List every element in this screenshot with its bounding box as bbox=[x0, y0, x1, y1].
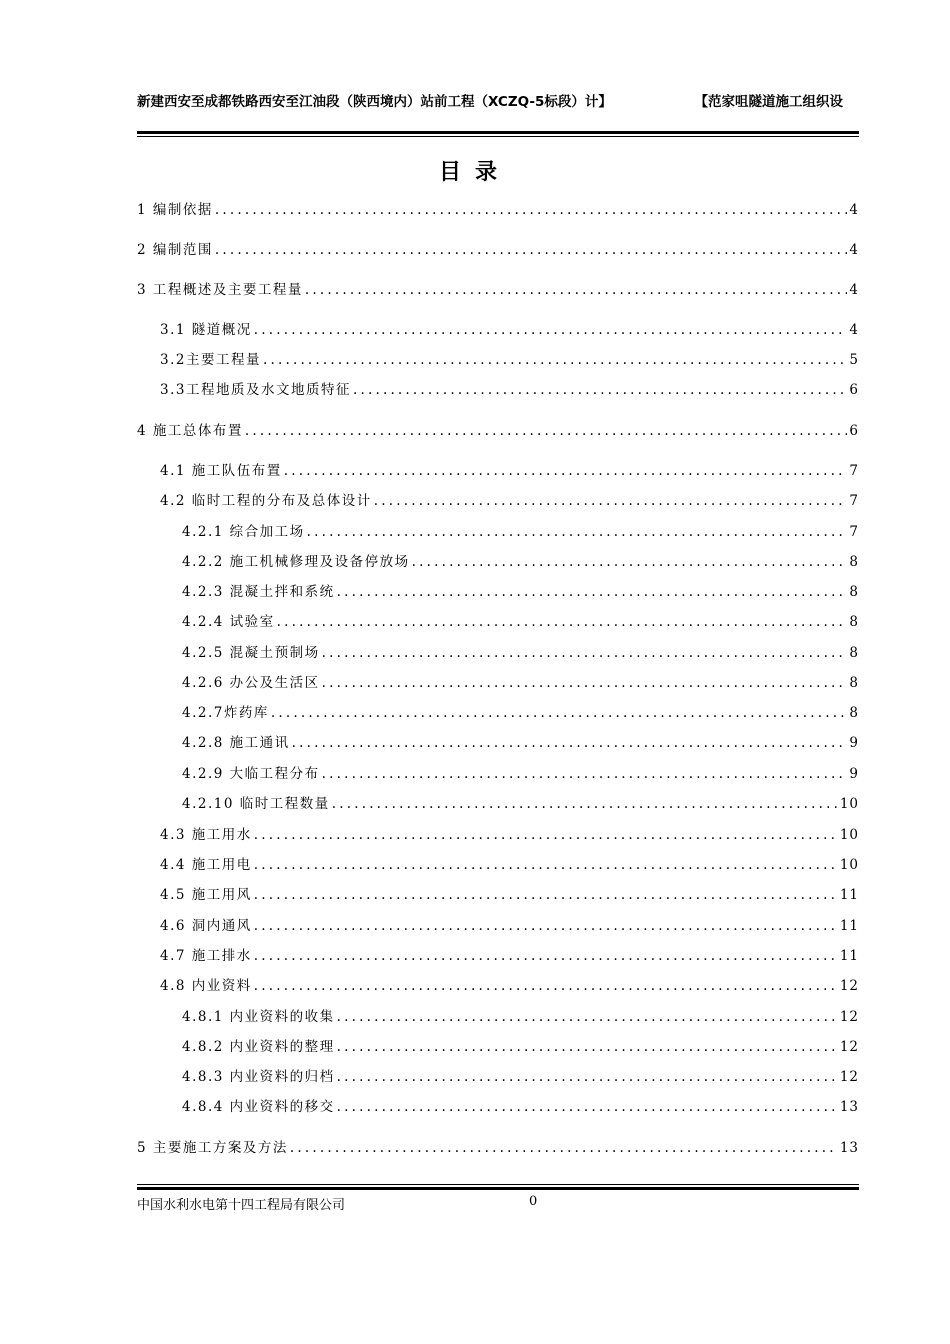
toc-entry-label: 4.2.6 办公及生活区 bbox=[182, 675, 320, 691]
toc-entry-page: 11 bbox=[839, 887, 859, 903]
toc-entry-label: 3.3工程地质及水文地质特征 bbox=[160, 382, 351, 398]
toc-entry[interactable] bbox=[137, 280, 859, 300]
toc-entry-label: 4.6 洞内通风 bbox=[160, 918, 252, 934]
toc-leader-dots bbox=[337, 1097, 838, 1117]
toc-leader-dots bbox=[290, 1138, 838, 1158]
toc-entry[interactable] bbox=[182, 643, 859, 663]
toc-leader-dots bbox=[277, 612, 848, 632]
toc-entry[interactable] bbox=[160, 491, 859, 511]
toc-entry-label: 4.3 施工用水 bbox=[160, 827, 252, 843]
toc-entry-page: 7 bbox=[849, 524, 859, 540]
toc-entry[interactable] bbox=[182, 612, 859, 632]
toc-entry-label: 1 编制依据 bbox=[137, 202, 213, 218]
toc-leader-dots bbox=[284, 461, 848, 481]
toc-entry-label: 4.2.10 临时工程数量 bbox=[182, 796, 330, 812]
toc-entry-page: 10 bbox=[839, 796, 859, 812]
toc-leader-dots bbox=[374, 491, 848, 511]
toc-entry[interactable] bbox=[160, 350, 859, 370]
toc-entry[interactable] bbox=[137, 200, 859, 220]
toc-entry-page: 12 bbox=[839, 1069, 859, 1085]
header-rule-thick bbox=[137, 131, 859, 134]
toc-leader-dots bbox=[337, 1067, 838, 1087]
toc-leader-dots bbox=[307, 522, 848, 542]
toc-leader-dots bbox=[305, 280, 848, 300]
toc-entry-label: 4.2.7炸药库 bbox=[182, 705, 269, 721]
toc-entry[interactable] bbox=[160, 320, 859, 340]
toc-leader-dots bbox=[254, 825, 838, 845]
toc-entry-label: 4.8.4 内业资料的移交 bbox=[182, 1099, 335, 1115]
toc-entry[interactable] bbox=[160, 885, 859, 905]
toc-leader-dots bbox=[322, 673, 848, 693]
header-project-title: 新建西安至成都铁路西安至江油段（陕西境内）站前工程（XCZQ-5标段）计】 bbox=[137, 94, 612, 110]
toc-leader-dots bbox=[254, 885, 838, 905]
toc-leader-dots bbox=[263, 350, 847, 370]
toc-leader-dots bbox=[215, 200, 848, 220]
toc-leader-dots bbox=[245, 421, 848, 441]
toc-entry-page: 12 bbox=[839, 1009, 859, 1025]
toc-entry-page: 7 bbox=[849, 493, 859, 509]
toc-leader-dots bbox=[322, 764, 848, 784]
toc-entry-label: 3 工程概述及主要工程量 bbox=[137, 282, 303, 298]
toc-entry-page: 8 bbox=[849, 705, 859, 721]
footer-rule-thick bbox=[137, 1187, 859, 1190]
toc-leader-dots bbox=[215, 240, 848, 260]
toc-entry-label: 5 主要施工方案及方法 bbox=[137, 1140, 288, 1156]
toc-entry-page: 10 bbox=[839, 827, 859, 843]
toc-leader-dots bbox=[332, 794, 838, 814]
toc-entry-page: 10 bbox=[839, 857, 859, 873]
toc-entry[interactable] bbox=[182, 733, 859, 753]
toc-entry-page: 5 bbox=[849, 352, 859, 368]
toc-entry-label: 2 编制范围 bbox=[137, 242, 213, 258]
toc-entry-page: 11 bbox=[839, 948, 859, 964]
toc-entry-label: 4.2.5 混凝土预制场 bbox=[182, 645, 320, 661]
toc-entry-page: 9 bbox=[849, 766, 859, 782]
toc-entry[interactable] bbox=[182, 764, 859, 784]
toc-entry-label: 4.7 施工排水 bbox=[160, 948, 252, 964]
toc-entry-label: 3.1 隧道概况 bbox=[160, 322, 252, 338]
toc-entry-label: 4.1 施工队伍布置 bbox=[160, 463, 282, 479]
toc-entry-label: 4.8 内业资料 bbox=[160, 978, 252, 994]
toc-entry-page: 9 bbox=[849, 735, 859, 751]
toc-entry-page: 8 bbox=[849, 614, 859, 630]
toc-entry-page: 4 bbox=[849, 282, 859, 298]
toc-entry-page: 13 bbox=[839, 1140, 859, 1156]
toc-entry[interactable] bbox=[182, 794, 859, 814]
toc-entry-label: 3.2主要工程量 bbox=[160, 352, 261, 368]
toc-entry[interactable] bbox=[182, 522, 859, 542]
toc-leader-dots bbox=[254, 320, 848, 340]
toc-entry-page: 6 bbox=[849, 423, 859, 439]
toc-entry[interactable] bbox=[160, 380, 859, 400]
toc-entry-page: 12 bbox=[839, 978, 859, 994]
toc-entry[interactable] bbox=[182, 582, 859, 602]
page-title: 目录 bbox=[438, 160, 511, 185]
toc-leader-dots bbox=[254, 916, 838, 936]
toc-entry[interactable] bbox=[182, 1007, 859, 1027]
toc-entry-page: 8 bbox=[849, 584, 859, 600]
toc-entry-page: 8 bbox=[849, 645, 859, 661]
toc-leader-dots bbox=[254, 946, 838, 966]
header-document-title: 【范家咀隧道施工组织设 bbox=[694, 94, 843, 110]
toc-leader-dots bbox=[322, 643, 848, 663]
toc-leader-dots bbox=[412, 552, 848, 572]
toc-entry-page: 13 bbox=[839, 1099, 859, 1115]
toc-entry-label: 4.2.2 施工机械修理及设备停放场 bbox=[182, 554, 410, 570]
toc-entry-page: 6 bbox=[849, 382, 859, 398]
toc-leader-dots bbox=[337, 1007, 838, 1027]
toc-entry[interactable] bbox=[182, 673, 859, 693]
toc-entry-label: 4 施工总体布置 bbox=[137, 423, 243, 439]
toc-leader-dots bbox=[254, 855, 838, 875]
header-rule-thin bbox=[137, 136, 859, 137]
toc-entry[interactable] bbox=[137, 1138, 859, 1158]
toc-entry-label: 4.2.4 试验室 bbox=[182, 614, 275, 630]
toc-entry-label: 4.4 施工用电 bbox=[160, 857, 252, 873]
toc-entry[interactable] bbox=[160, 916, 859, 936]
toc-entry[interactable] bbox=[182, 552, 859, 572]
toc-entry[interactable] bbox=[160, 946, 859, 966]
toc-leader-dots bbox=[353, 380, 847, 400]
toc-leader-dots bbox=[271, 703, 848, 723]
toc-entry[interactable] bbox=[137, 421, 859, 441]
toc-entry[interactable] bbox=[160, 976, 859, 996]
toc-entry-label: 4.2.1 综合加工场 bbox=[182, 524, 305, 540]
toc-entry-page: 8 bbox=[849, 554, 859, 570]
toc-entry[interactable] bbox=[160, 461, 859, 481]
toc-entry-label: 4.2 临时工程的分布及总体设计 bbox=[160, 493, 372, 509]
footer-rule-thin bbox=[137, 1184, 859, 1185]
footer-company-name: 中国水利水电第十四工程局有限公司 bbox=[137, 1198, 346, 1213]
toc-entry-label: 4.5 施工用风 bbox=[160, 887, 252, 903]
toc-entry-page: 7 bbox=[849, 463, 859, 479]
page-footer bbox=[137, 1194, 859, 1214]
toc-entry-page: 8 bbox=[849, 675, 859, 691]
toc-entry-label: 4.2.3 混凝土拌和系统 bbox=[182, 584, 335, 600]
footer-page-number: 0 bbox=[529, 1194, 538, 1209]
toc-entry[interactable] bbox=[160, 825, 859, 845]
toc-entry-page: 12 bbox=[839, 1039, 859, 1055]
toc-entry[interactable] bbox=[182, 703, 859, 723]
toc-entry-page: 4 bbox=[849, 202, 859, 218]
toc-entry-label: 4.8.1 内业资料的收集 bbox=[182, 1009, 335, 1025]
toc-leader-dots bbox=[337, 1037, 838, 1057]
toc-entry[interactable] bbox=[182, 1097, 859, 1117]
toc-entry[interactable] bbox=[160, 855, 859, 875]
toc-entry-label: 4.2.8 施工通讯 bbox=[182, 735, 290, 751]
toc-entry-page: 4 bbox=[849, 322, 859, 338]
toc-entry-label: 4.2.9 大临工程分布 bbox=[182, 766, 320, 782]
toc-entry-label: 4.8.3 内业资料的归档 bbox=[182, 1069, 335, 1085]
toc-entry-page: 4 bbox=[849, 242, 859, 258]
toc-leader-dots bbox=[292, 733, 848, 753]
toc-entry[interactable] bbox=[182, 1037, 859, 1057]
toc-entry-label: 4.8.2 内业资料的整理 bbox=[182, 1039, 335, 1055]
toc-leader-dots bbox=[254, 976, 838, 996]
toc-entry-page: 11 bbox=[839, 918, 859, 934]
toc-entry[interactable] bbox=[182, 1067, 859, 1087]
toc-entry[interactable] bbox=[137, 240, 859, 260]
toc-leader-dots bbox=[337, 582, 848, 602]
